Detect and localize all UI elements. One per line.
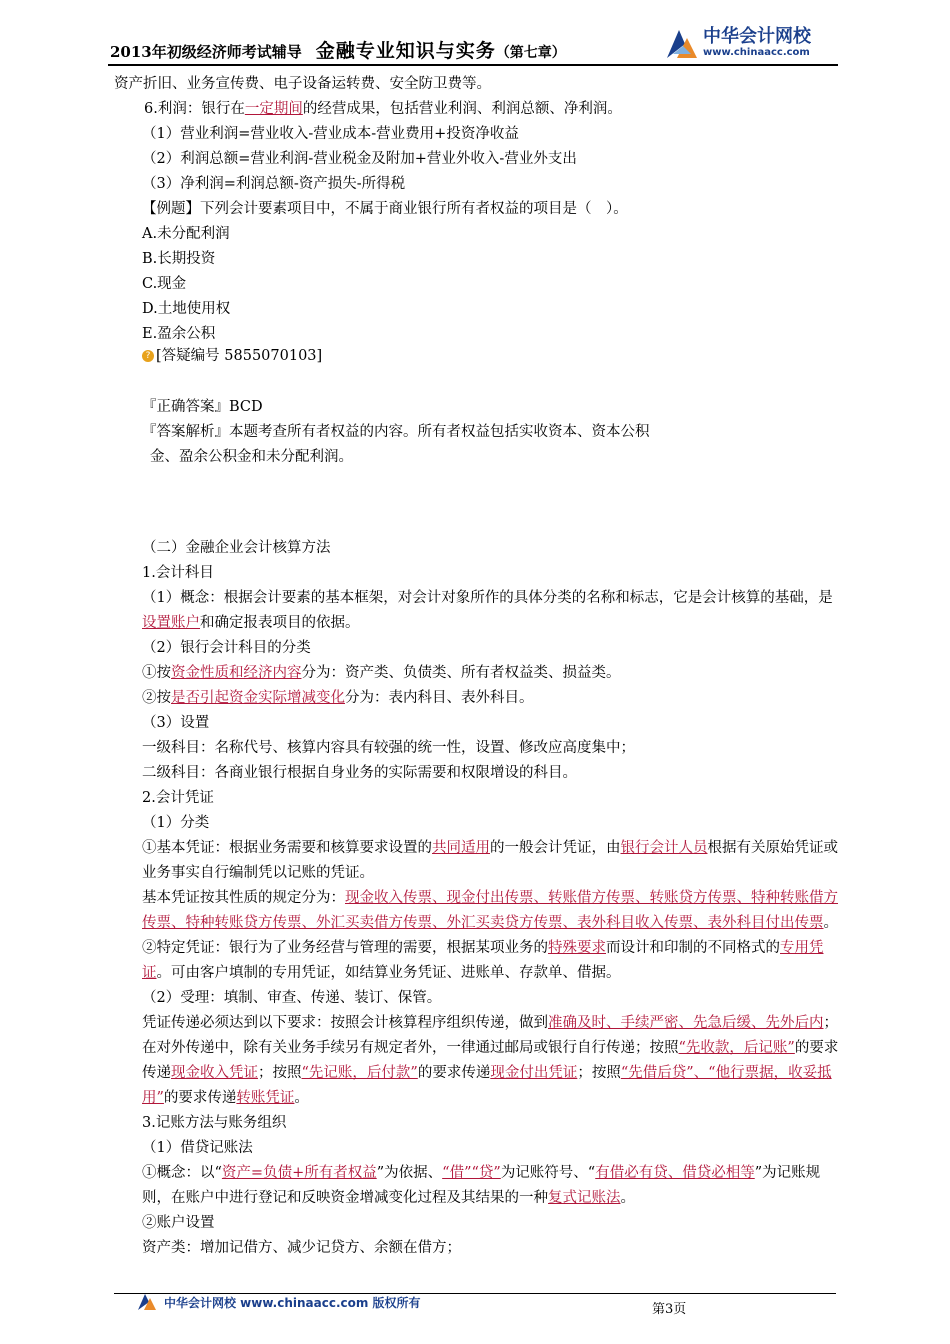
paragraph: ②特定凭证：银行为了业务经营与管理的需要，根据某项业务的特殊要求而设计和印制的不同格式的专用凭证。可由客户填制的专用凭证，如结算业务凭证、进账单、存款单、借据。 (142, 940, 824, 981)
document-body (114, 72, 840, 1261)
header-rule (108, 64, 838, 66)
paragraph: ②账户设置 (142, 1215, 215, 1231)
answer-explanation: 『答案解析』本题考查所有者权益的内容。所有者权益包括实收资本、资本公积 (142, 424, 650, 440)
paragraph: 凭证传递必须达到以下要求：按照会计核算程序组织传递，做到准确及时、手续严密、先急后缓、先外后内；在对外传递中，除有关业务手续另有规定者外，一律通过邮局或银行自行传递；按照“先收款，后记账”的要求传递现金收入凭证；按照“先记账，后付款”的要求传递现金付出凭证；按照“先借后贷”、“他行票据，收妥抵用”的要求传递转账凭证。 (142, 1015, 839, 1106)
highlight: 一定期间 (244, 101, 303, 117)
logo-url: www.chinaacc.com (703, 47, 810, 58)
paragraph: ①概念：以“资产=负债+所有者权益”为依据、“借”“贷”为记账符号、“有借必有贷、借贷必相等”为记账规则，在账户中进行登记和反映资金增减变化过程及其结果的一种复式记账法。 (142, 1165, 821, 1206)
highlight: 准确及时、手续严密、先急后缓、先外后内 (548, 1015, 824, 1031)
option-d: D.土地使用权 (142, 301, 231, 317)
spacer (114, 522, 840, 536)
paragraph: （1）营业利润=营业收入-营业成本-营业费用+投资净收益 (142, 126, 519, 142)
highlight: “先借后贷”、“他行票据，收妥抵用” (142, 1065, 832, 1106)
paragraph: ②按是否引起资金实际增减变化分为：表内科目、表外科目。 (142, 690, 534, 706)
highlight: 现金付出凭证 (490, 1065, 578, 1081)
paragraph: （1）分类 (142, 815, 210, 831)
paragraph: （2）银行会计科目的分类 (142, 640, 311, 656)
option-b: B.长期投资 (142, 251, 216, 267)
paragraph: 基本凭证按其性质的规定分为：现金收入传票、现金付出传票、转账借方传票、转账贷方传票、特种转账借方传票、特种转账贷方传票、外汇买卖借方传票、外汇买卖贷方传票、表外科目收入传票、表外科目付出传票。 (142, 890, 838, 931)
answer-explanation-cont: 金、盈余公积金和未分配利润。 (150, 449, 353, 465)
logo-mark-icon (663, 24, 701, 62)
paragraph: 6.利润：银行在一定期间的经营成果，包括营业利润、利润总额、净利润。 (144, 101, 622, 117)
highlight: 资金性质和经济内容 (171, 665, 302, 681)
course-title: 金融专业知识与实务 (315, 40, 496, 62)
exam-title: 2013年初级经济师考试辅导 (110, 43, 302, 61)
paragraph: 二级科目：各商业银行根据自身业务的实际需要和权限增设的科目。 (142, 765, 577, 781)
paragraph: ①基本凭证：根据业务需要和核算要求设置的共同适用的一般会计凭证，由银行会计人员根据有关原始凭证或业务事实自行编制凭以记账的凭证。 (142, 840, 838, 881)
highlight: 银行会计人员 (620, 840, 708, 856)
highlight: 转账凭证 (236, 1090, 295, 1106)
paragraph: 一级科目：名称代号、核算内容具有较强的统一性，设置、修改应高度集中； (142, 740, 635, 756)
highlight: 特殊要求 (548, 940, 606, 956)
highlight: 共同适用 (432, 840, 490, 856)
option-a: A.未分配利润 (142, 226, 230, 242)
highlight: 现金收入凭证 (171, 1065, 258, 1081)
paragraph: （2）利润总额=营业利润-营业税金及附加+营业外收入-营业外支出 (142, 151, 577, 167)
paragraph: ①按资金性质和经济内容分为：资产类、负债类、所有者权益类、损益类。 (142, 665, 621, 681)
subsection-heading: 3.记账方法与账务组织 (142, 1115, 287, 1131)
page-footer (114, 1288, 836, 1328)
paragraph: （2）受理：填制、审查、传递、装订、保管。 (142, 990, 442, 1006)
question-stem: 【例题】下列会计要素项目中，不属于商业银行所有者权益的项目是（ ）。 (142, 201, 628, 217)
subsection-heading: 2.会计凭证 (142, 790, 214, 806)
highlight: 设置账户 (142, 615, 200, 631)
highlight: 资产=负债+所有者权益 (221, 1165, 377, 1181)
option-c: C.现金 (142, 276, 187, 292)
section-heading: （二）金融企业会计核算方法 (142, 540, 331, 556)
chapter-label: （第七章） (495, 45, 566, 61)
paragraph: （1）借贷记账法 (142, 1140, 253, 1156)
footer-copyright[interactable]: 中华会计网校 www.chinaacc.com 版权所有 (164, 1296, 421, 1310)
correct-answer: 『正确答案』BCD (142, 399, 263, 415)
page-number: 第3页 (652, 1302, 687, 1317)
question-hint-icon: ? (142, 350, 154, 362)
highlight: 有借必有贷、借贷必相等 (595, 1165, 755, 1181)
paragraph: （1）概念：根据会计要素的基本框架，对会计对象所作的具体分类的名称和标志，它是会计核算的基础，是设置账户和确定报表项目的依据。 (142, 590, 833, 631)
footer-logo-icon (136, 1290, 158, 1312)
highlight: 是否引起资金实际增减变化 (171, 690, 345, 706)
paragraph: 资产类：增加记借方、减少记贷方、余额在借方； (142, 1240, 461, 1256)
subsection-heading: 1.会计科目 (142, 565, 214, 581)
question-id[interactable]: ? [答疑编号 5855070103] (114, 347, 840, 370)
highlight: 现金收入传票、现金付出传票、转账借方传票、转账贷方传票、特种转账借方传票、特种转账贷方传票、外汇买卖借方传票、外汇买卖贷方传票、表外科目收入传票、表外科目付出传票 (142, 890, 838, 931)
spacer (114, 370, 840, 395)
paragraph: （3）净利润=利润总额-资产损失-所得税 (142, 176, 406, 192)
option-e: E.盈余公积 (142, 326, 216, 342)
header-title (110, 36, 566, 63)
paragraph: （3）设置 (142, 715, 210, 731)
highlight: 专用凭证 (142, 940, 824, 981)
paragraph: 资产折旧、业务宣传费、电子设备运转费、安全防卫费等。 (114, 76, 491, 92)
page-header (108, 18, 838, 70)
logo-text: 中华会计网校 (703, 26, 811, 47)
spacer (114, 470, 840, 522)
highlight: “先记账，后付款” (301, 1065, 418, 1081)
site-logo[interactable] (663, 20, 843, 62)
highlight: “先收款，后记账” (678, 1040, 795, 1056)
highlight: “借”“贷” (442, 1165, 501, 1181)
highlight: 复式记账法 (548, 1190, 621, 1206)
